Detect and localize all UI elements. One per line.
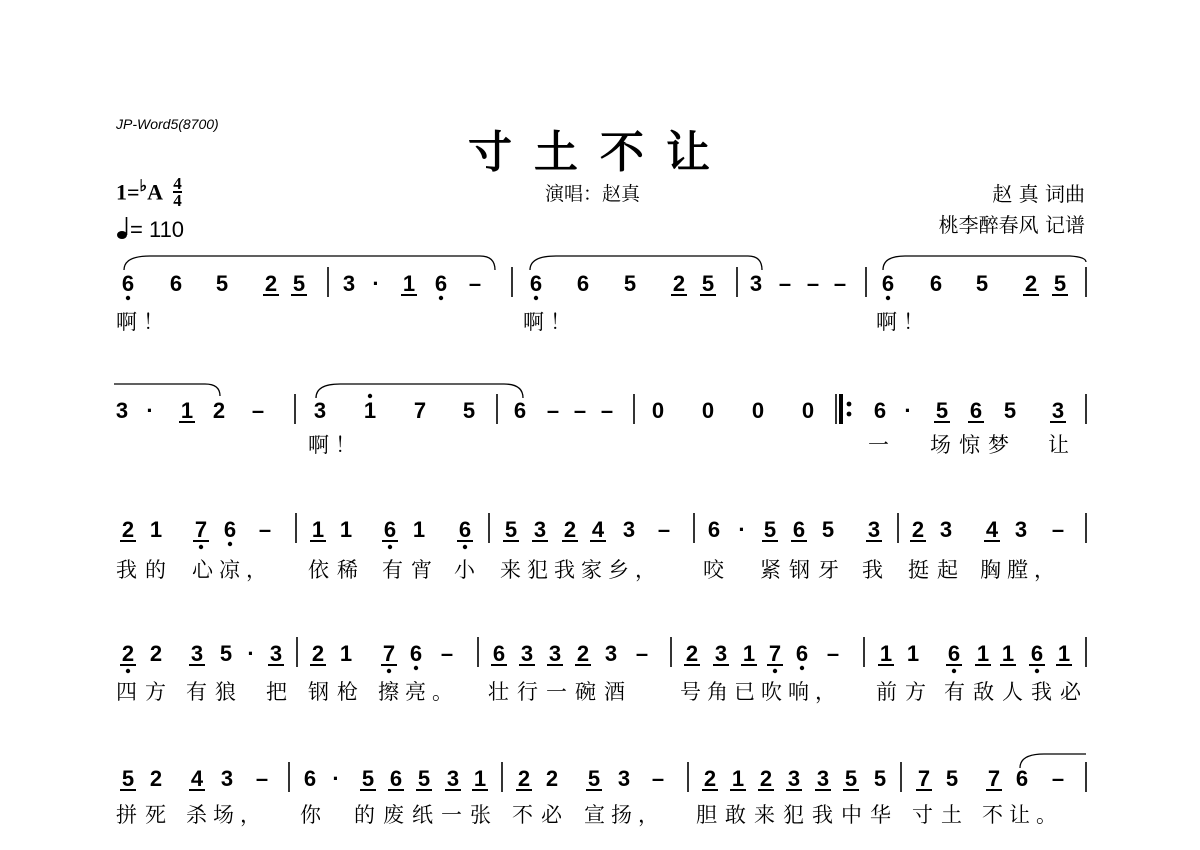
note: 3 [313,398,327,423]
note: 3 [533,517,547,542]
lyric: 你 [300,803,321,827]
lyric: 前方 [876,680,934,704]
key-note: A [147,179,162,205]
note: 6 [303,766,317,791]
note: 2 [759,766,773,791]
note: 6 [529,271,543,296]
slur-arc [530,256,762,270]
lyric: 胆敢来犯我中华 [696,803,899,827]
note: 1 [473,766,487,791]
lyric: 咬 [703,558,724,582]
lyric: 让 [1048,433,1069,457]
note: 1 [879,641,893,666]
note: · [146,398,154,423]
note: 7 [194,517,208,542]
note: · [332,766,340,791]
lyric: 我 [862,558,883,582]
lyric: 钢枪 [308,680,366,704]
note: 5 [587,766,601,791]
lyric: 有敌人我必 [944,680,1089,704]
lyric: 场惊梦 [930,433,1017,457]
note: 4 [591,517,605,542]
note: 6 [1030,641,1044,666]
note: 7 [413,398,427,423]
note: 3 [714,641,728,666]
lyric: 把 [266,680,287,704]
note: 5 [417,766,431,791]
note: 3 [617,766,631,791]
note: – [251,398,265,423]
lyric: 我的 [116,558,174,582]
note: 1 [976,641,990,666]
note: 2 [264,271,278,296]
singer-credit: 演唱：赵真 [545,183,641,205]
note: 1 [339,517,353,542]
note: 6 [121,271,135,296]
lyric: 啊！ [116,310,170,334]
note: 3 [939,517,953,542]
note: 1 [149,517,163,542]
note: 3 [548,641,562,666]
octave-dot [1035,669,1039,673]
note: 5 [701,271,715,296]
note: 6 [947,641,961,666]
octave-dot [439,296,443,300]
lyric: 有宵 [382,558,440,582]
note: 5 [935,398,949,423]
note: 3 [816,766,830,791]
lyric: 啊！ [308,433,362,457]
note: 3 [520,641,534,666]
note: 6 [492,641,506,666]
note: 1 [412,517,426,542]
octave-dot [387,669,391,673]
note: – [573,398,587,423]
note: 1 [906,641,920,666]
note: 3 [446,766,460,791]
transcriber-credit: 桃李醉春风 记谱 [938,213,1085,237]
note: – [255,766,269,791]
note: 3 [269,641,283,666]
note: 5 [975,271,989,296]
note: 1 [363,398,377,423]
note: 1 [731,766,745,791]
note: 5 [462,398,476,423]
song-title: 寸土不让 [468,127,732,178]
repeat-dot [847,402,852,407]
octave-dot [126,296,130,300]
lyric: 宣扬， [584,803,665,827]
note: 7 [382,641,396,666]
software-label: JP-Word5(8700) [116,116,219,132]
note: 2 [911,517,925,542]
note: 1 [180,398,194,423]
note: 5 [504,517,518,542]
note: 6 [389,766,403,791]
slur-arc [316,384,523,398]
note: 6 [795,641,809,666]
note: 5 [1053,271,1067,296]
note: 2 [545,766,559,791]
note: 5 [219,641,233,666]
note: 0 [801,398,815,423]
note: 7 [917,766,931,791]
note: – [1051,517,1065,542]
composer-credit: 赵 真 词曲 [992,182,1085,206]
note: – [600,398,614,423]
octave-dot [800,666,804,670]
slur-arc [883,256,1086,270]
note: 2 [311,641,325,666]
note: 1 [311,517,325,542]
note: 1 [402,271,416,296]
lyric: 依稀 [308,558,366,582]
note: 1 [1001,641,1015,666]
lyric: 挺起 [908,558,966,582]
lyric: 一 [868,433,889,457]
note: – [468,271,482,296]
note: 1 [339,641,353,666]
note: 2 [212,398,226,423]
lyric: 杀场， [186,803,267,827]
note: – [806,271,820,296]
note: 6 [223,517,237,542]
notes-layer [116,267,1089,828]
octave-dot [388,545,392,549]
note: 5 [945,766,959,791]
note: · [904,398,912,423]
note: 2 [121,641,135,666]
note: 0 [651,398,665,423]
note: 2 [517,766,531,791]
note: 3 [622,517,636,542]
time-bottom: 4 [173,191,182,211]
note: 1 [1057,641,1071,666]
note: 2 [703,766,717,791]
note: · [738,517,746,542]
lyric: 不让。 [982,803,1063,827]
lyric: 拼死 [116,803,174,827]
note: 4 [985,517,999,542]
note: 3 [787,766,801,791]
octave-dot [228,542,232,546]
note: 3 [749,271,763,296]
note: · [372,271,380,296]
note: 6 [929,271,943,296]
note: 6 [873,398,887,423]
note: – [258,517,272,542]
note: 6 [881,271,895,296]
note: – [1051,766,1065,791]
note: 2 [1024,271,1038,296]
note: 3 [220,766,234,791]
lyric: 寸土 [912,803,970,827]
note: 2 [149,766,163,791]
note: – [778,271,792,296]
octave-dot [126,669,130,673]
note: 5 [873,766,887,791]
lyric: 啊！ [523,310,577,334]
slur-arc [114,384,220,396]
octave-dot [534,296,538,300]
note: 5 [215,271,229,296]
note: 3 [867,517,881,542]
note: 3 [342,271,356,296]
note: 5 [844,766,858,791]
lyric: 心凉， [192,558,273,582]
note: 1 [742,641,756,666]
time-top: 4 [173,174,182,194]
note: 5 [121,766,135,791]
note: 5 [821,517,835,542]
note: 5 [361,766,375,791]
octave-dot [463,545,467,549]
note: 7 [987,766,1001,791]
note: 2 [672,271,686,296]
note: – [657,517,671,542]
lyric: 有狼 [186,680,244,704]
note: 2 [685,641,699,666]
note: 6 [409,641,423,666]
octave-dot [414,666,418,670]
slur-arc [124,256,495,270]
note: 3 [190,641,204,666]
lyric: 胸膛， [980,558,1061,582]
note: 5 [1003,398,1017,423]
note: 6 [707,517,721,542]
note: 6 [792,517,806,542]
note: – [546,398,560,423]
note: 4 [190,766,204,791]
note: 3 [1014,517,1028,542]
note: 6 [513,398,527,423]
octave-dot [199,545,203,549]
note: 0 [751,398,765,423]
octave-dot [773,669,777,673]
repeat-dot [847,412,852,417]
lyric: 紧钢牙 [760,558,847,582]
note: 6 [458,517,472,542]
octave-dot [952,669,956,673]
note: 6 [576,271,590,296]
note: 6 [1015,766,1029,791]
note: 2 [121,517,135,542]
lyric: 啊！ [876,310,930,334]
note: · [247,641,255,666]
note: 5 [292,271,306,296]
lyric: 来犯我家乡， [500,558,662,582]
note: 3 [115,398,129,423]
octave-dot [368,394,372,398]
note: 5 [623,271,637,296]
note: 5 [763,517,777,542]
note: 2 [149,641,163,666]
note: 2 [563,517,577,542]
note: – [440,641,454,666]
note: – [833,271,847,296]
octave-dot [886,296,890,300]
flat-sign: ♭ [139,178,148,195]
lyric: 号角已吹响， [680,680,842,704]
lyric: 小 [454,558,475,582]
note: – [635,641,649,666]
tempo-value: = 110 [130,217,185,242]
lyric: 擦亮。 [378,680,459,704]
note: 7 [768,641,782,666]
note: 3 [604,641,618,666]
lyric: 壮行一碗酒 [488,680,633,704]
note: 6 [169,271,183,296]
note: – [826,641,840,666]
lyric: 的废纸一张 [354,803,499,827]
note: 3 [1051,398,1065,423]
note: 2 [576,641,590,666]
lyric: 四方 [116,680,174,704]
lyric: 不必 [512,803,570,827]
key-prefix: 1= [116,179,140,205]
note: – [651,766,665,791]
note: 6 [969,398,983,423]
note: 6 [434,271,448,296]
note: 0 [701,398,715,423]
note: 6 [383,517,397,542]
